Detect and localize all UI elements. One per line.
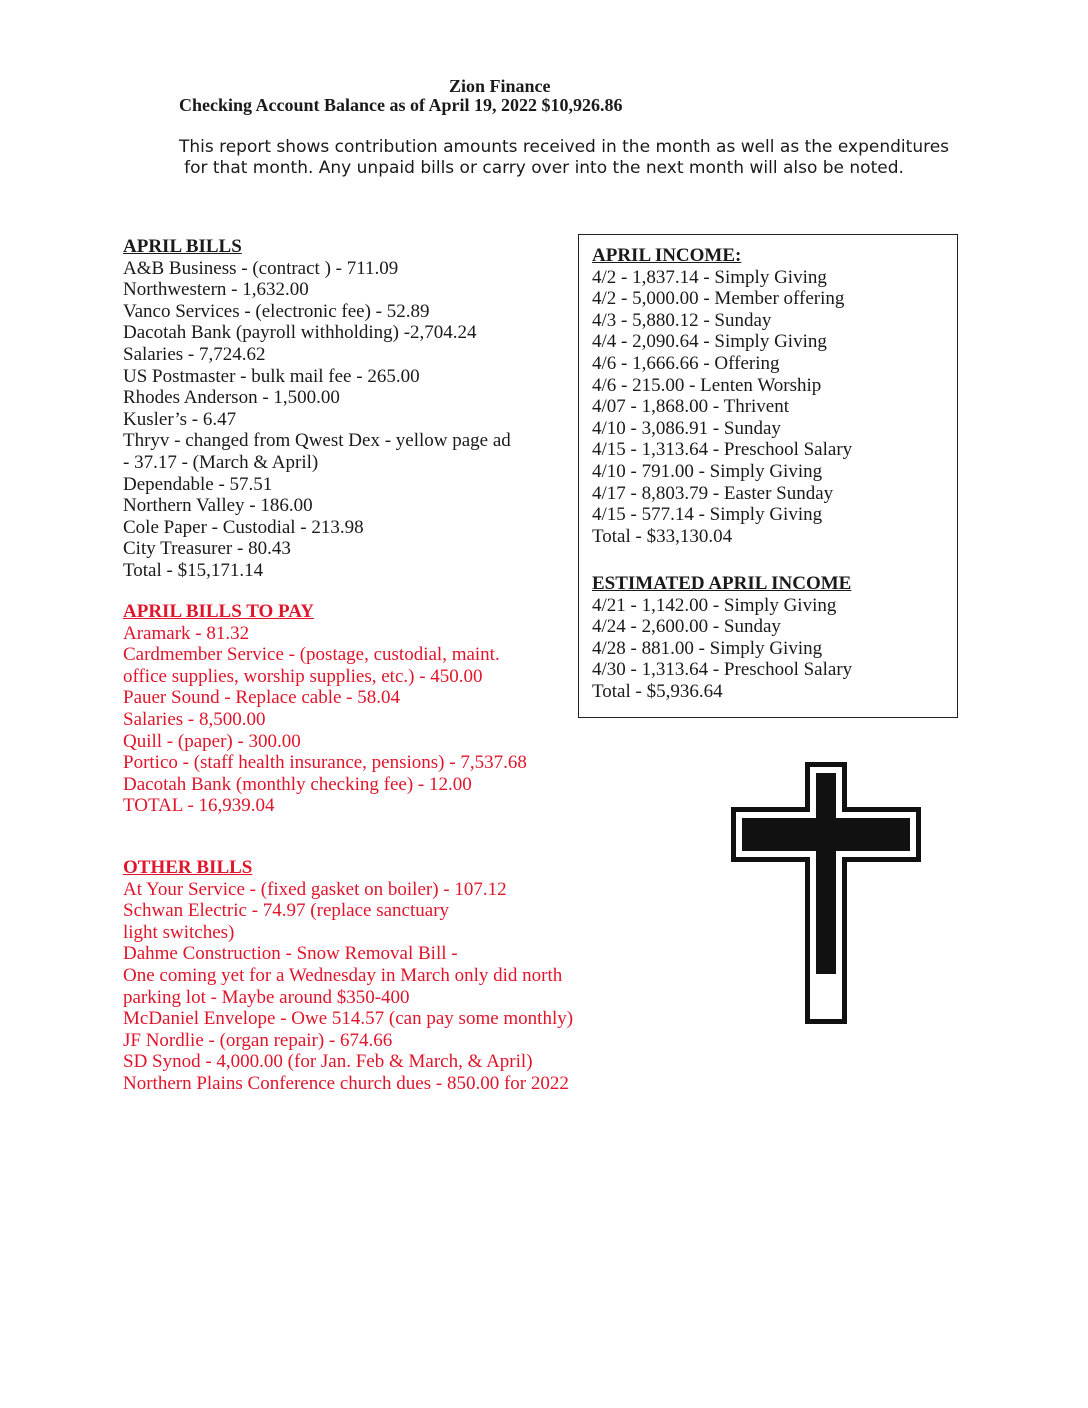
list-item: Dacotah Bank (payroll withholding) -2,704.24 [123, 322, 477, 344]
list-item: 4/30 - 1,313.64 - Preschool Salary [592, 659, 853, 681]
other-bills-section [123, 857, 573, 1095]
list-item: 4/6 - 1,666.66 - Offering [592, 352, 780, 374]
other-bills-heading: OTHER BILLS [123, 857, 253, 878]
list-item: Northern Valley - 186.00 [123, 495, 313, 517]
list-item: 4/17 - 8,803.79 - Easter Sunday [592, 482, 834, 504]
list-item: City Treasurer - 80.43 [123, 538, 291, 560]
list-item: 4/4 - 2,090.64 - Simply Giving [592, 331, 827, 353]
list-item: - 37.17 - (March & April) [123, 451, 319, 473]
list-item: Vanco Services - (electronic fee) - 52.89 [123, 300, 430, 322]
list-item: 4/3 - 5,880.12 - Sunday [592, 309, 772, 331]
list-item: Cardmember Service - (postage, custodial, maint. [123, 644, 500, 666]
list-item: A&B Business - (contract ) - 711.09 [123, 257, 399, 279]
list-item: Thryv - changed from Qwest Dex - yellow page ad [123, 430, 511, 452]
list-item: Kusler’s - 6.47 [123, 408, 237, 430]
list-item: Quill - (paper) - 300.00 [123, 730, 301, 752]
list-item: Schwan Electric - 74.97 (replace sanctuary [123, 900, 450, 922]
list-item: 4/2 - 1,837.14 - Simply Giving [592, 266, 827, 288]
april-bills-heading: APRIL BILLS [123, 236, 242, 257]
intro-paragraph [0, 137, 1088, 179]
list-item: SD Synod - 4,000.00 (for Jan. Feb & March, & April) [123, 1051, 533, 1073]
list-item: McDaniel Envelope - Owe 514.57 (can pay some monthly) [123, 1008, 574, 1030]
list-item: 4/15 - 1,313.64 - Preschool Salary [592, 439, 853, 461]
list-item: parking lot - Maybe around $350-400 [123, 986, 410, 1008]
bills-total: Total - $15,171.14 [123, 559, 264, 581]
list-item: 4/24 - 2,600.00 - Sunday [592, 616, 781, 638]
april-bills-to-pay-section [123, 601, 527, 817]
list-item: Dependable - 57.51 [123, 473, 273, 495]
list-item: 4/10 - 3,086.91 - Sunday [592, 417, 781, 439]
list-item: One coming yet for a Wednesday in March only did north [123, 964, 563, 986]
april-bills-section [123, 236, 511, 582]
april-income-section [592, 245, 852, 547]
list-item: 4/10 - 791.00 - Simply Giving [592, 460, 823, 482]
list-item: JF Nordlie - (organ repair) - 674.66 [123, 1029, 393, 1051]
estimated-income-heading: ESTIMATED APRIL INCOME [592, 573, 852, 594]
income-box [578, 234, 958, 718]
list-item: Salaries - 8,500.00 [123, 708, 266, 730]
list-item: 4/6 - 215.00 - Lenten Worship [592, 374, 822, 396]
list-item: Aramark - 81.32 [123, 622, 250, 644]
list-item: Dahme Construction - Snow Removal Bill - [123, 943, 458, 965]
list-item: Cole Paper - Custodial - 213.98 [123, 516, 364, 538]
list-item: Dacotah Bank (monthly checking fee) - 12.00 [123, 773, 472, 795]
list-item: Salaries - 7,724.62 [123, 343, 266, 365]
bills-to-pay-heading: APRIL BILLS TO PAY [123, 601, 314, 622]
estimated-income-section [592, 573, 852, 703]
list-item: Rhodes Anderson - 1,500.00 [123, 387, 340, 409]
list-item: Pauer Sound - Replace cable - 58.04 [123, 687, 400, 709]
list-item: At Your Service - (fixed gasket on boiler) - 107.12 [123, 878, 507, 900]
april-income-heading: APRIL INCOME: [592, 245, 742, 266]
estimated-total: Total - $5,936.64 [592, 680, 723, 702]
list-item: office supplies, worship supplies, etc.) - 450.00 [123, 665, 483, 687]
list-item: 4/15 - 577.14 - Simply Giving [592, 504, 823, 526]
list-item: 4/21 - 1,142.00 - Simply Giving [592, 594, 837, 616]
income-total: Total - $33,130.04 [592, 525, 733, 547]
list-item: light switches) [123, 921, 235, 943]
document-title: Zion Finance [449, 76, 551, 96]
intro-line: for that month. Any unpaid bills or carry over into the next month will also be noted. [184, 158, 904, 178]
account-balance-line: Checking Account Balance as of April 19, 2022 $10,926.86 [179, 95, 623, 115]
list-item: 4/07 - 1,868.00 - Thrivent [592, 396, 790, 418]
list-item: US Postmaster - bulk mail fee - 265.00 [123, 365, 420, 387]
list-item: Northwestern - 1,632.00 [123, 279, 309, 301]
cross-icon [731, 762, 921, 1024]
list-item: 4/2 - 5,000.00 - Member offering [592, 288, 845, 310]
list-item: 4/28 - 881.00 - Simply Giving [592, 637, 823, 659]
list-item: Northern Plains Conference church dues - 850.00 for 2022 [123, 1072, 569, 1094]
bills-to-pay-total: TOTAL - 16,939.04 [123, 795, 275, 817]
intro-line: This report shows contribution amounts received in the month as well as the expenditures [178, 137, 950, 157]
list-item: Portico - (staff health insurance, pensions) - 7,537.68 [123, 752, 527, 774]
